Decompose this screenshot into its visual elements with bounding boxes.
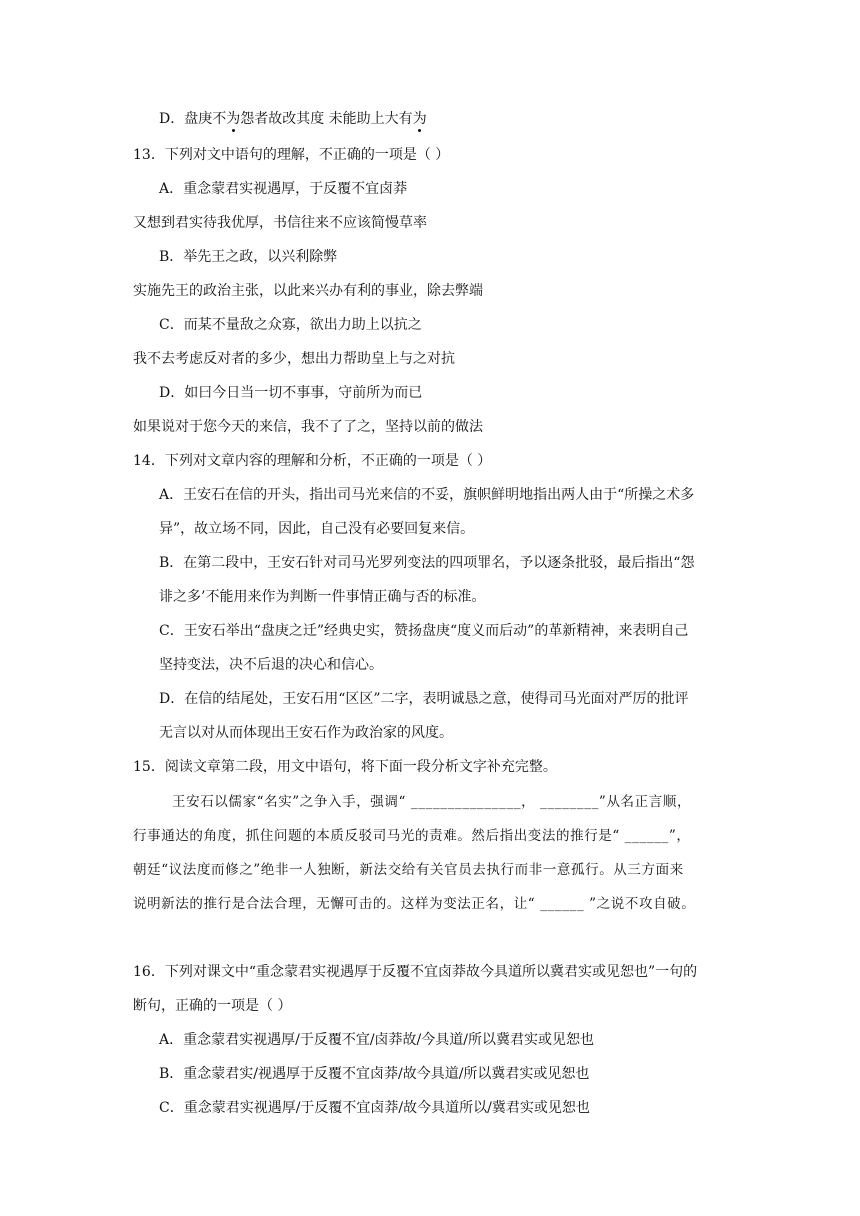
q15-stem: 15．阅读文章第二段，用文中语句，将下面一段分析文字补充完整。 <box>133 759 557 775</box>
emphasis-dot-char: 为 <box>226 111 241 127</box>
q14-option-d-cont: 无言以对从而体现出王安石作为政治家的风度。 <box>159 725 453 741</box>
q16-option-c: C．重念蒙君实视遇厚/于反覆不宜卤莽/故今具道所以/冀君实或见恕也 <box>159 1100 590 1116</box>
q14-option-c: C．王安石举出“盘庚之迁”经典史实，赞扬盘庚“度义而后动”的革新精神，来表明自己 <box>159 623 689 639</box>
q13-option-c: C．而某不量敌之众寡，欲出力助上以抗之 <box>159 317 422 333</box>
q14-option-c-cont: 坚持变法，决不后退的决心和信心。 <box>159 657 383 673</box>
q14-option-b: B．在第二段中，王安石针对司马光罗列变法的四项罪名，予以逐条批驳，最后指出“怨 <box>159 555 695 571</box>
q14-option-a: A．王安石在信的开头，指出司马光来信的不妥，旗帜鲜明地指出两人由于“所操之术多 <box>159 487 695 503</box>
q13-option-a-translation: 又想到君实待我优厚，书信往来不应该简慢草率 <box>133 215 427 231</box>
q13-option-d-translation: 如果说对于您今天的来信，我不了了之，坚持以前的做法 <box>133 419 483 435</box>
q13-option-b: B．举先王之政，以兴利除弊 <box>159 249 338 265</box>
q13-stem: 13．下列对文中语句的理解，不正确的一项是（ ） <box>133 147 450 163</box>
q16-option-b: B．重念蒙君实/视遇厚于反覆不宜卤莽/故今具道/所以冀君实或见恕也 <box>159 1066 590 1082</box>
q15-analysis-line: 王安石以儒家“名实”之争入手，强调“ _______________， ________”从名正言顺， <box>172 794 692 810</box>
q13-option-c-translation: 我不去考虑反对者的多少，想出力帮助皇上与之对抗 <box>133 351 455 367</box>
q15-analysis-line: 朝廷“议法度而修之”绝非一人独断，新法交给有关官员去执行而非一意孤行。从三方面来 <box>133 862 684 878</box>
q15-analysis-line: 行事通达的角度，抓住问题的本质反驳司马光的责难。然后指出变法的推行是“ ______”， <box>133 828 691 844</box>
q16-stem-cont: 断句，正确的一项是（ ） <box>133 998 292 1014</box>
q14-option-b-cont: 诽之多’不能用来作为判断一件事情正确与否的标准。 <box>159 589 486 605</box>
q16-stem: 16．下列对课文中“重念蒙君实视遇厚于反覆不宜卤莽故今具道所以冀君实或见恕也”一句的 <box>133 964 698 980</box>
q16-option-a: A．重念蒙君实视遇厚/于反覆不宜/卤莽故/今具道/所以冀君实或见恕也 <box>159 1032 594 1048</box>
q14-stem: 14．下列对文章内容的理解和分析，不正确的一项是（ ） <box>133 453 492 469</box>
emphasis-dot-char: 为 <box>412 111 427 127</box>
q12-option-d: D．盘庚不为怨者故改其度 未能助上大有为 <box>159 111 427 127</box>
q13-option-d: D．如曰今日当一切不事事，守前所为而已 <box>159 385 423 401</box>
q14-option-a-cont: 异”，故立场不同，因此，自己没有必要回复来信。 <box>159 521 475 537</box>
q13-option-a: A．重念蒙君实视遇厚，于反覆不宜卤莽 <box>159 181 408 197</box>
q13-option-b-translation: 实施先王的政治主张，以此来兴办有利的事业，除去弊端 <box>133 283 483 299</box>
q14-option-d: D．在信的结尾处，王安石用“区区”二字，表明诚恳之意，使得司马光面对严厉的批评 <box>159 691 689 707</box>
q15-analysis-line: 说明新法的推行是合法合理，无懈可击的。这样为变法正名，让“ ______ ”之说不攻自破。 <box>133 896 696 912</box>
